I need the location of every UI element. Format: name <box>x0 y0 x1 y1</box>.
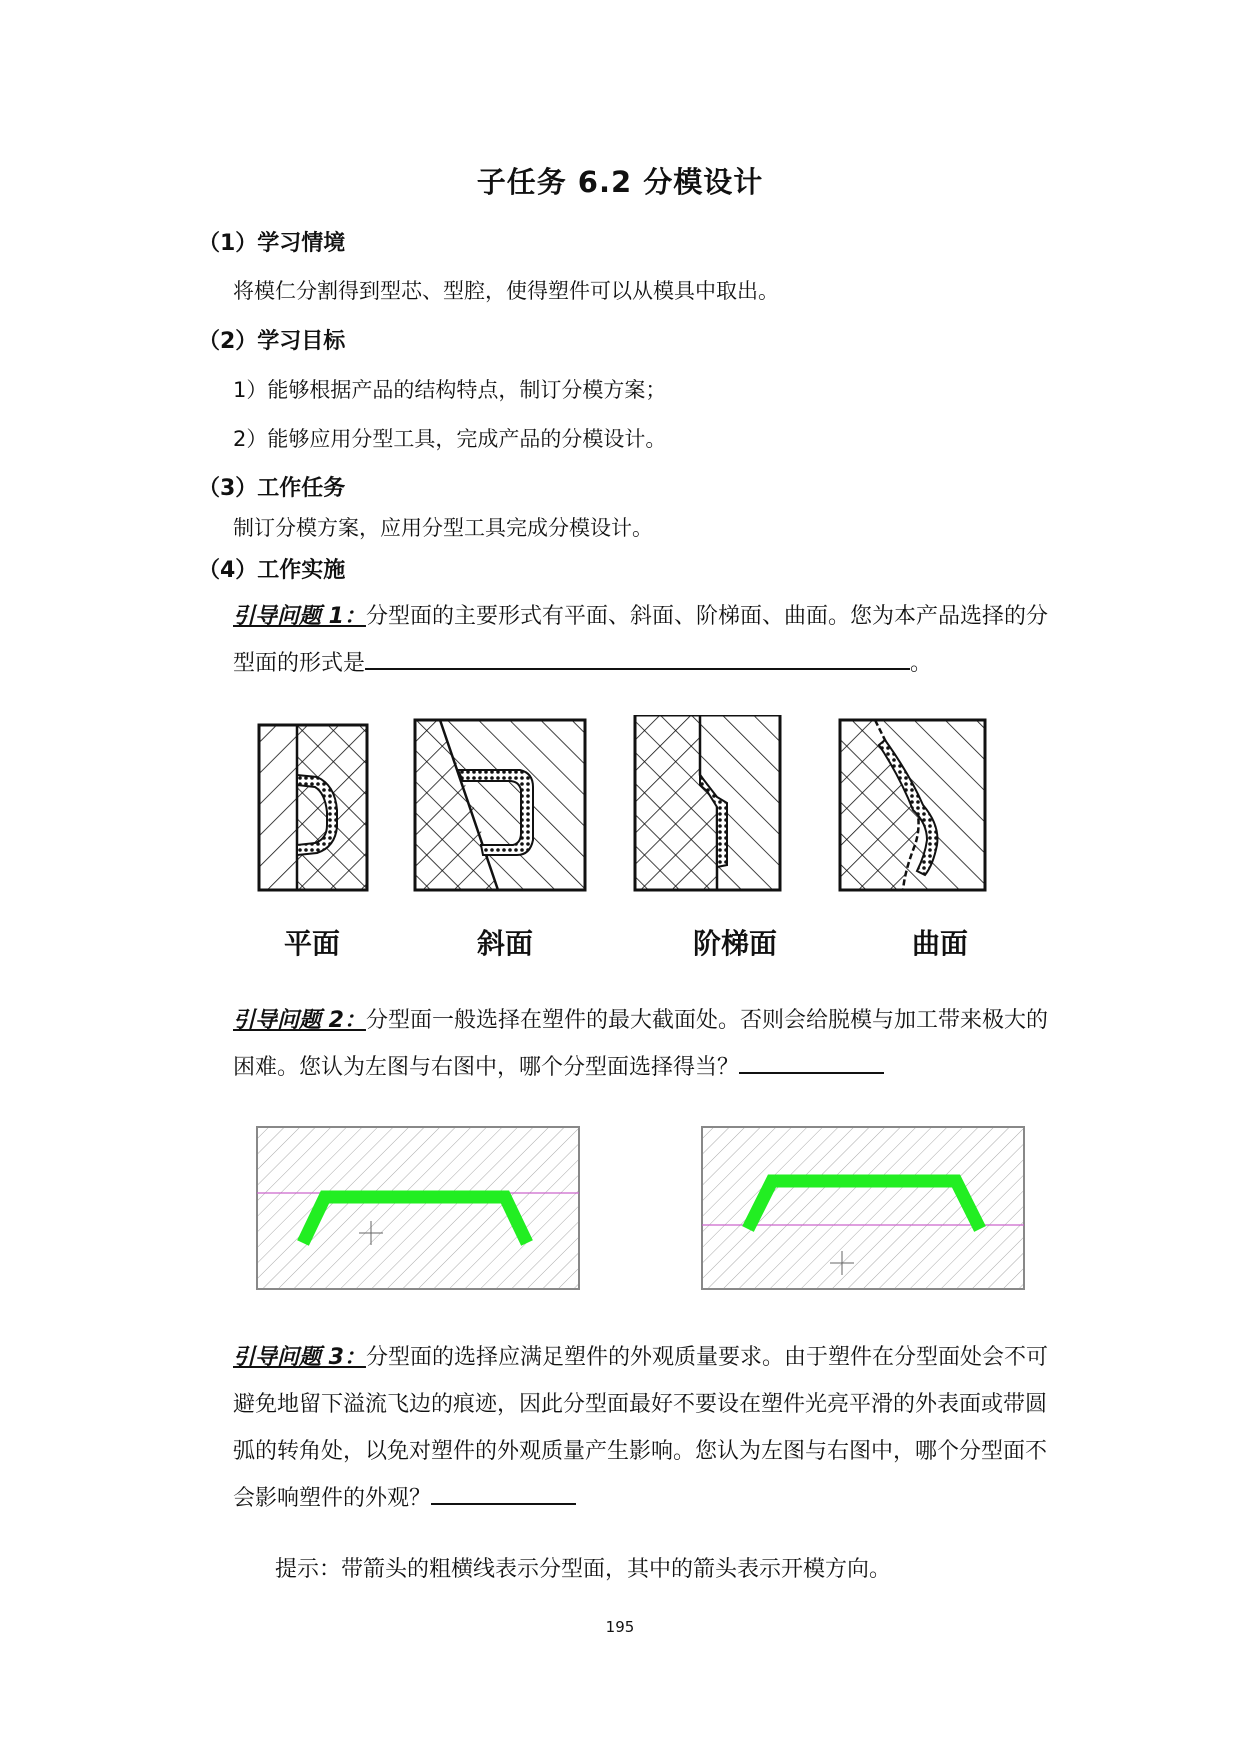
figure-label-inclined: 斜面 <box>476 927 533 960</box>
objective-item-1: 1）能够根据产品的结构特点，制订分模方案； <box>233 378 667 402</box>
figure-label-stepped: 阶梯面 <box>692 927 777 960</box>
section-heading-4: （4）工作实施 <box>198 558 346 583</box>
curved-parting-diagram <box>840 720 985 890</box>
question-1-label: 引导问题 1： <box>233 604 366 629</box>
section-text-3: 制订分模方案，应用分型工具完成分模设计。 <box>233 516 653 540</box>
question-2-text: 分型面一般选择在塑件的最大截面处。否则会给脱模与加工带来极大的困难。您认为左图与右图中，哪个分型面选择得当？ <box>233 1008 1048 1080</box>
answer-blank-2[interactable] <box>739 1050 884 1074</box>
inclined-parting-diagram <box>415 720 585 890</box>
question-2 <box>233 997 1053 1091</box>
figure-label-curved: 曲面 <box>911 927 968 960</box>
section-heading-1: （1）学习情境 <box>198 231 346 256</box>
question-1 <box>233 593 1053 687</box>
section-heading-2: （2）学习目标 <box>198 329 346 354</box>
question-3-text: 分型面的选择应满足塑件的外观质量要求。由于塑件在分型面处会不可避免地留下溢流飞边的痕迹，因此分型面最好不要设在塑件光亮平滑的外表面或带圆弧的转角处，以免对塑件的外观质量产生影响。您认为左图与右图中，哪个分型面不会影响塑件的外观？ <box>233 1345 1048 1511</box>
answer-blank-3[interactable] <box>431 1481 576 1505</box>
objective-item-2: 2）能够应用分型工具，完成产品的分模设计。 <box>233 427 667 451</box>
question-2-label: 引导问题 2： <box>233 1008 366 1033</box>
figure-label-flat: 平面 <box>283 927 340 960</box>
hint-text: 提示：带箭头的粗横线表示分型面，其中的箭头表示开模方向。 <box>275 1557 892 1582</box>
page-title: 子任务 6.2 分模设计 <box>476 165 764 199</box>
parting-surface-types-figure <box>255 715 1055 905</box>
answer-blank-1[interactable] <box>365 646 910 670</box>
question-3-label: 引导问题 3： <box>233 1345 366 1370</box>
section-heading-3: （3）工作任务 <box>198 476 346 501</box>
parting-right-figure <box>700 1125 1030 1293</box>
question-1-end: 。 <box>910 651 933 676</box>
stepped-parting-diagram <box>635 715 780 890</box>
parting-left-figure <box>255 1125 585 1293</box>
question-3 <box>233 1334 1053 1522</box>
section-text-1: 将模仁分割得到型芯、型腔，使得塑件可以从模具中取出。 <box>233 279 779 303</box>
question-1-text: 分型面的主要形式有平面、斜面、阶梯面、曲面。您为本产品选择的分型面的形式是 <box>233 604 1048 676</box>
page-number: 195 <box>605 1618 635 1636</box>
flat-parting-diagram <box>259 725 367 890</box>
